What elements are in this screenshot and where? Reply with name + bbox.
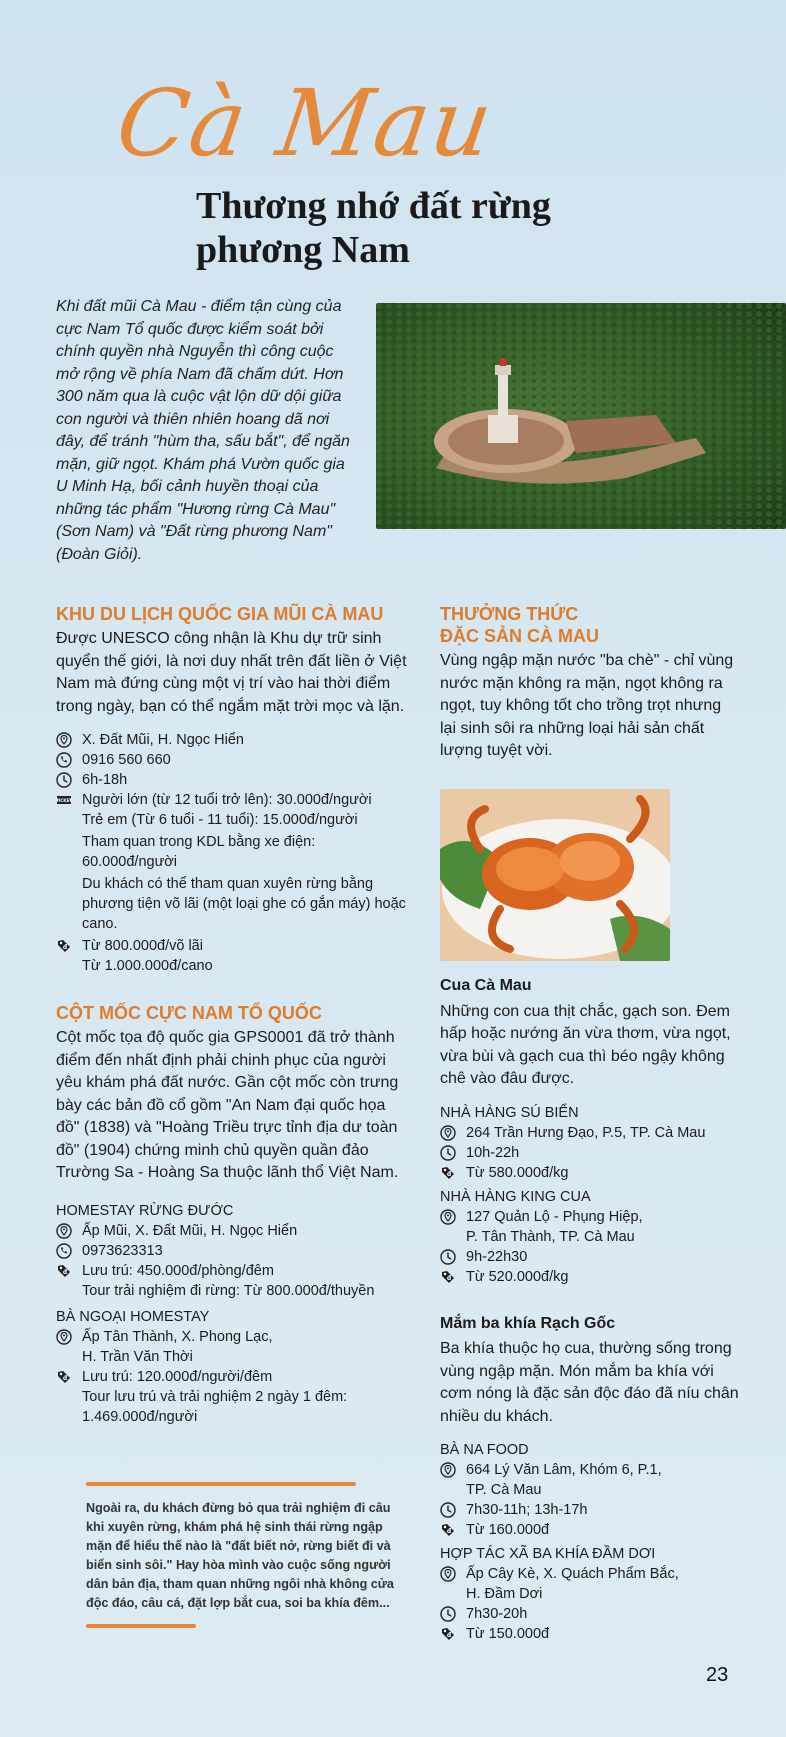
location-pin-icon: [440, 1564, 466, 1582]
price: Từ 150.000đ: [466, 1626, 550, 1642]
location-pin-icon: [56, 1327, 82, 1345]
dish-description: Ba khía thuộc họ cua, thường sống trong vùng ngập mặn. Món mắm ba khía với cơm nóng là đặc sản độc đáo đã níu chân nhiều du khách.: [440, 1340, 739, 1425]
address: 664 Lý Văn Lâm, Khóm 6, P.1,: [466, 1462, 662, 1478]
dish-description: Những con cua thịt chắc, gạch son. Đem hấp hoặc nướng ăn vừa thơm, vừa ngọt, vừa bùi và gạch cua thì béo ngậy không chê vào đâu được.: [440, 1002, 731, 1087]
clock-icon: [56, 770, 82, 788]
price: Từ 160.000đ: [466, 1522, 550, 1538]
location-pin-icon: [440, 1123, 466, 1141]
price: Từ 580.000đ/kg: [466, 1164, 569, 1181]
info-block-mui-ca-mau: [56, 730, 408, 976]
restaurant-name: HỢP TÁC XÃ BA KHÍA ĐẦM DƠI: [440, 1546, 656, 1562]
info-block-cua: [440, 1103, 740, 1287]
phone-icon: [56, 750, 82, 768]
note-box: Ngoài ra, du khách đừng bỏ qua trải nghiệm đi câu khi xuyên rừng, khám phá hệ sinh thái rừng ngập mặn để hiểu thế nào là "đất biết nở, rừng biết đi và biển sinh sôi." Hay hòa mình vào cuộc sống người dân bản địa, tham quan những ngôi nhà không cửa độc đáo, câu cá, đặt lợp bắt cua, soi ba khía đêm...: [86, 1501, 394, 1610]
mui-ca-mau-aerial-photo: [376, 303, 786, 529]
phone-icon: [56, 1241, 82, 1259]
crab-photo: [440, 789, 670, 961]
left-column: [56, 603, 408, 1427]
homestay-name: HOMESTAY RỪNG ĐƯỚC: [56, 1202, 234, 1219]
ticket-child: Trẻ em (Từ 6 tuổi - 11 tuổi): 15.000đ/người: [82, 812, 358, 828]
location-pin-icon: [56, 1221, 82, 1239]
section-title-mui-ca-mau: KHU DU LỊCH QUỐC GIA MŨI CÀ MAU: [56, 604, 384, 624]
note-rule-bottom: [86, 1624, 196, 1628]
address: 127 Quản Lộ - Phụng Hiệp,: [466, 1208, 643, 1225]
address: 264 Trần Hưng Đạo, P.5, TP. Cà Mau: [466, 1124, 706, 1141]
address: Ấp Mũi, X. Đất Mũi, H. Ngọc Hiển: [82, 1222, 298, 1239]
price-tag-icon: [56, 936, 82, 954]
address-line-2: H. Trần Văn Thời: [82, 1348, 193, 1365]
info-block-mam-ba-khia: [440, 1440, 740, 1644]
restaurant-name: NHÀ HÀNG KING CUA: [440, 1188, 591, 1205]
ticket-boat-note: Du khách có thể tham quan xuyên rừng bằng phương tiện võ lãi (một loại ghe có gắn máy) hoặc cano.: [82, 876, 406, 932]
dish-title-cua: Cua Cà Mau: [440, 977, 532, 994]
location-pin-icon: [56, 730, 82, 748]
price-tag-icon: [440, 1267, 466, 1285]
address: X. Đất Mũi, H. Ngọc Hiển: [82, 732, 244, 748]
phone: 0973623313: [82, 1242, 163, 1259]
price-vo-lai: Từ 800.000đ/võ lãi: [82, 938, 203, 954]
price-tour: Tour lưu trú và trải nghiệm 2 ngày 1 đêm: 1.469.000đ/người: [82, 1388, 348, 1425]
restaurant-name: NHÀ HÀNG SÚ BIỂN: [440, 1104, 579, 1121]
clock-icon: [440, 1604, 466, 1622]
address-line-2: H. Đầm Dơi: [466, 1586, 543, 1602]
hours: 7h30-11h; 13h-17h: [466, 1502, 588, 1518]
location-pin-icon: [440, 1460, 466, 1478]
page-number: 23: [706, 1664, 729, 1686]
ticket-icon: [56, 790, 82, 808]
address: Ấp Tân Thành, X. Phong Lạc,: [82, 1328, 273, 1345]
section-body: Vùng ngập mặn nước "ba chè" - chỉ vùng nước mặn không ra mặn, ngọt không ra ngọt, tuy không tốt cho trồng trọt nhưng lại sinh sôi ra những loại hải sản chất lượng tuyệt vời.: [440, 652, 734, 759]
hours: 6h-18h: [82, 772, 128, 788]
price: Từ 520.000đ/kg: [466, 1268, 569, 1285]
price-cano: Từ 1.000.000đ/cano: [82, 958, 213, 974]
section-body: Được UNESCO công nhận là Khu dự trữ sinh quyển thế giới, là nơi duy nhất trên đất liền ở Việt Nam mà đứng cùng một vị trí vào hai thời điểm trong ngày, bạn có thể ngắm mặt trời mọc và lặn.: [56, 630, 407, 715]
script-title: Cà Mau: [110, 70, 501, 177]
right-column: [440, 603, 740, 763]
note-rule-top: [86, 1482, 356, 1486]
price: Lưu trú: 450.000đ/phòng/đêm: [82, 1262, 274, 1279]
ticket-adult: Người lớn (từ 12 tuổi trở lên): 30.000đ/người: [82, 792, 372, 808]
clock-icon: [440, 1500, 466, 1518]
clock-icon: [440, 1143, 466, 1161]
page-subtitle: Thương nhớ đất rừng phương Nam: [196, 185, 551, 271]
hours: 10h-22h: [466, 1144, 520, 1161]
location-pin-icon: [440, 1207, 466, 1225]
hours: 9h-22h30: [466, 1248, 528, 1265]
address-line-2: P. Tân Thành, TP. Cà Mau: [466, 1228, 635, 1245]
homestay-name: BÀ NGOẠI HOMESTAY: [56, 1308, 210, 1325]
phone: 0916 560 660: [82, 752, 171, 768]
price-tag-icon: [440, 1520, 466, 1538]
price-tag-icon: [440, 1624, 466, 1642]
section-title-line-1: THƯỞNG THỨC: [440, 604, 579, 624]
clock-icon: [440, 1247, 466, 1265]
ticket-electric-car: Tham quan trong KDL bằng xe điện: 60.000đ/người: [82, 834, 316, 870]
price: Lưu trú: 120.000đ/người/đêm: [82, 1368, 273, 1385]
restaurant-name: BÀ NA FOOD: [440, 1442, 529, 1458]
address-line-2: TP. Cà Mau: [466, 1482, 542, 1498]
price-tag-icon: [56, 1367, 82, 1385]
price-tag-icon: [440, 1163, 466, 1181]
dish-title-mam-ba-khia: Mắm ba khía Rạch Gốc: [440, 1314, 616, 1332]
price-tag-icon: [56, 1261, 82, 1279]
hours: 7h30-20h: [466, 1606, 528, 1622]
right-column-dishes: [440, 975, 740, 1644]
section-title-line-2: ĐẶC SẢN CÀ MAU: [440, 626, 599, 646]
info-block-homestay: [56, 1201, 408, 1427]
intro-paragraph: Khi đất mũi Cà Mau - điểm tận cùng của cực Nam Tổ quốc được kiểm soát bởi chính quyền nhà Nguyễn thì công cuộc mở rộng về phía Nam đã chấm dứt. Hơn 300 năm qua là cuộc vật lộn dữ dội giữa con người và thiên nhiên hoang dã nơi đây, để tránh "hùm tha, sấu bắt", để ngăn mặn, giữ ngọt. Khám phá Vườn quốc gia U Minh Hạ, bối cảnh huyền thoại của những tác phẩm "Hương rừng Cà Mau" (Sơn Nam) và "Đất rừng phương Nam" (Đoàn Giỏi).: [56, 298, 350, 563]
section-body: Cột mốc tọa độ quốc gia GPS0001 đã trở thành điểm đến nhất định phải chinh phục của người yêu khám phá đất nước. Gần cột mốc còn trưng bày các bản đồ cổ gồm "An Nam đại quốc họa đồ" (1838) và "Hoàng Triều trực tỉnh địa dư toàn đồ" (1904) chứng minh chủ quyền quần đảo Trường Sa - Hoàng Sa thuộc lãnh thổ Việt Nam.: [56, 1029, 399, 1181]
address: Ấp Cây Kè, X. Quách Phẩm Bắc,: [466, 1566, 679, 1582]
price-tour: Tour trải nghiệm đi rừng: Từ 800.000đ/thuyền: [82, 1282, 375, 1299]
section-title-cot-moc: CỘT MỐC CỰC NAM TỔ QUỐC: [56, 1003, 322, 1023]
